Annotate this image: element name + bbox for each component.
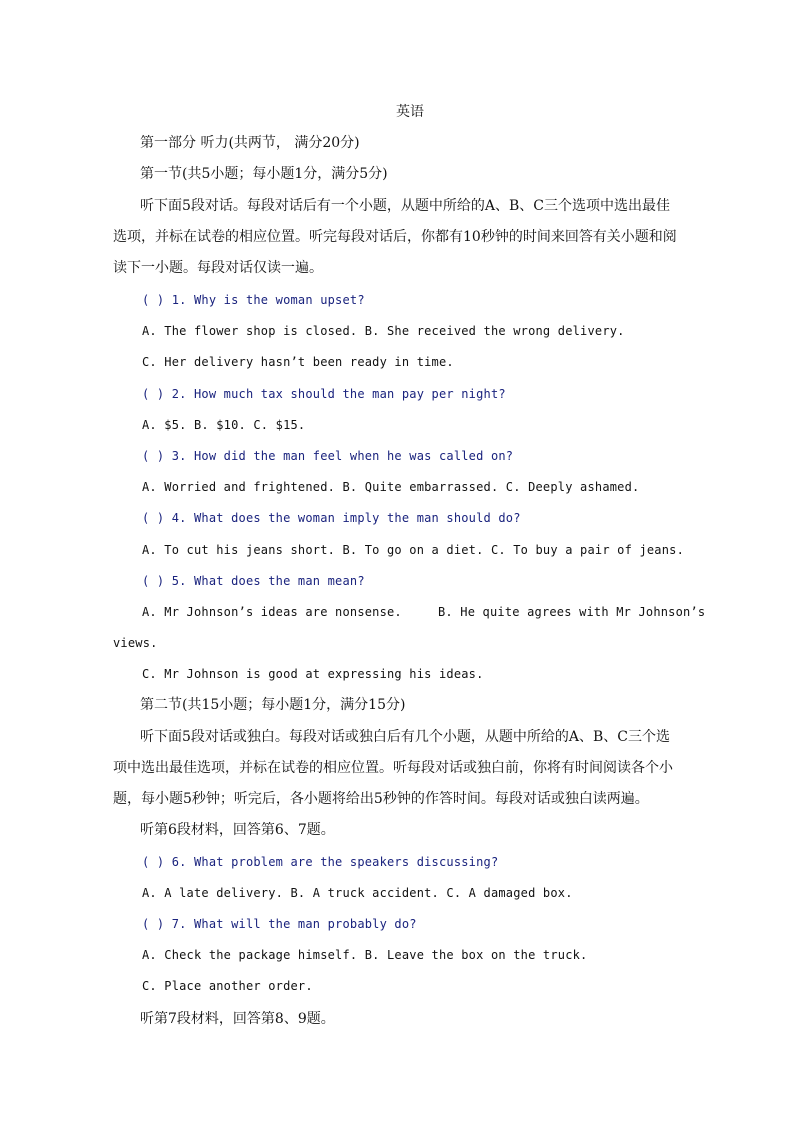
page-title: 英语 (396, 104, 424, 120)
part1-heading: 第一部分 听力(共两节， 满分20分) (140, 135, 360, 151)
question-5-option-b: B. He quite agrees with Mr Johnson’s (438, 605, 706, 619)
listening-material-6: 听第6段材料，回答第6、7题。 (140, 822, 335, 838)
question-3: ( ) 3. How did the man feel when he was called on? (142, 449, 514, 463)
section1-instruction-line: 听下面5段对话。每段对话后有一个小题，从题中所给的A、B、C三个选项中选出最佳 (140, 198, 671, 214)
listening-material-7: 听第7段材料，回答第8、9题。 (140, 1011, 335, 1027)
question-6-options: A. A late delivery. B. A truck accident. C. A damaged box. (142, 886, 573, 900)
question-2-options: A. $5. B. $10. C. $15. (142, 418, 306, 432)
question-1: ( ) 1. Why is the woman upset? (142, 293, 365, 307)
section2-heading: 第二节(共15小题；每小题1分，满分15分) (140, 697, 406, 713)
question-1-option-c: C. Her delivery hasn’t been ready in time. (142, 355, 454, 369)
section1-instruction-line: 选项，并标在试卷的相应位置。听完每段对话后，你都有10秒钟的时间来回答有关小题和阅 (113, 229, 677, 245)
question-7-option-c: C. Place another order. (142, 979, 313, 993)
question-5-option-b-continued: views. (113, 636, 158, 650)
section2-instruction-line: 项中选出最佳选项，并标在试卷的相应位置。听每段对话或独白前，你将有时间阅读各个小 (113, 760, 673, 776)
question-5-option-a: A. Mr Johnson’s ideas are nonsense. (142, 605, 402, 619)
question-5-option-c: C. Mr Johnson is good at expressing his ideas. (142, 667, 484, 681)
question-4-options: A. To cut his jeans short. B. To go on a diet. C. To buy a pair of jeans. (142, 543, 684, 557)
question-1-options-ab: A. The flower shop is closed. B. She received the wrong delivery. (142, 324, 625, 338)
question-4: ( ) 4. What does the woman imply the man should do? (142, 511, 521, 525)
section2-instruction-line: 题，每小题5秒钟；听完后，各小题将给出5秒钟的作答时间。每段对话或独白读两遍。 (113, 791, 649, 807)
question-2: ( ) 2. How much tax should the man pay per night? (142, 387, 506, 401)
section2-instruction-line: 听下面5段对话或独白。每段对话或独白后有几个小题，从题中所给的A、B、C三个选 (140, 729, 671, 745)
question-6: ( ) 6. What problem are the speakers discussing? (142, 855, 499, 869)
question-7: ( ) 7. What will the man probably do? (142, 917, 417, 931)
question-7-options-ab: A. Check the package himself. B. Leave the box on the truck. (142, 948, 588, 962)
question-5: ( ) 5. What does the man mean? (142, 574, 365, 588)
section1-heading: 第一节(共5小题；每小题1分，满分5分) (140, 166, 388, 182)
question-3-options: A. Worried and frightened. B. Quite embarrassed. C. Deeply ashamed. (142, 480, 640, 494)
section1-instruction-line: 读下一小题。每段对话仅读一遍。 (113, 260, 323, 276)
